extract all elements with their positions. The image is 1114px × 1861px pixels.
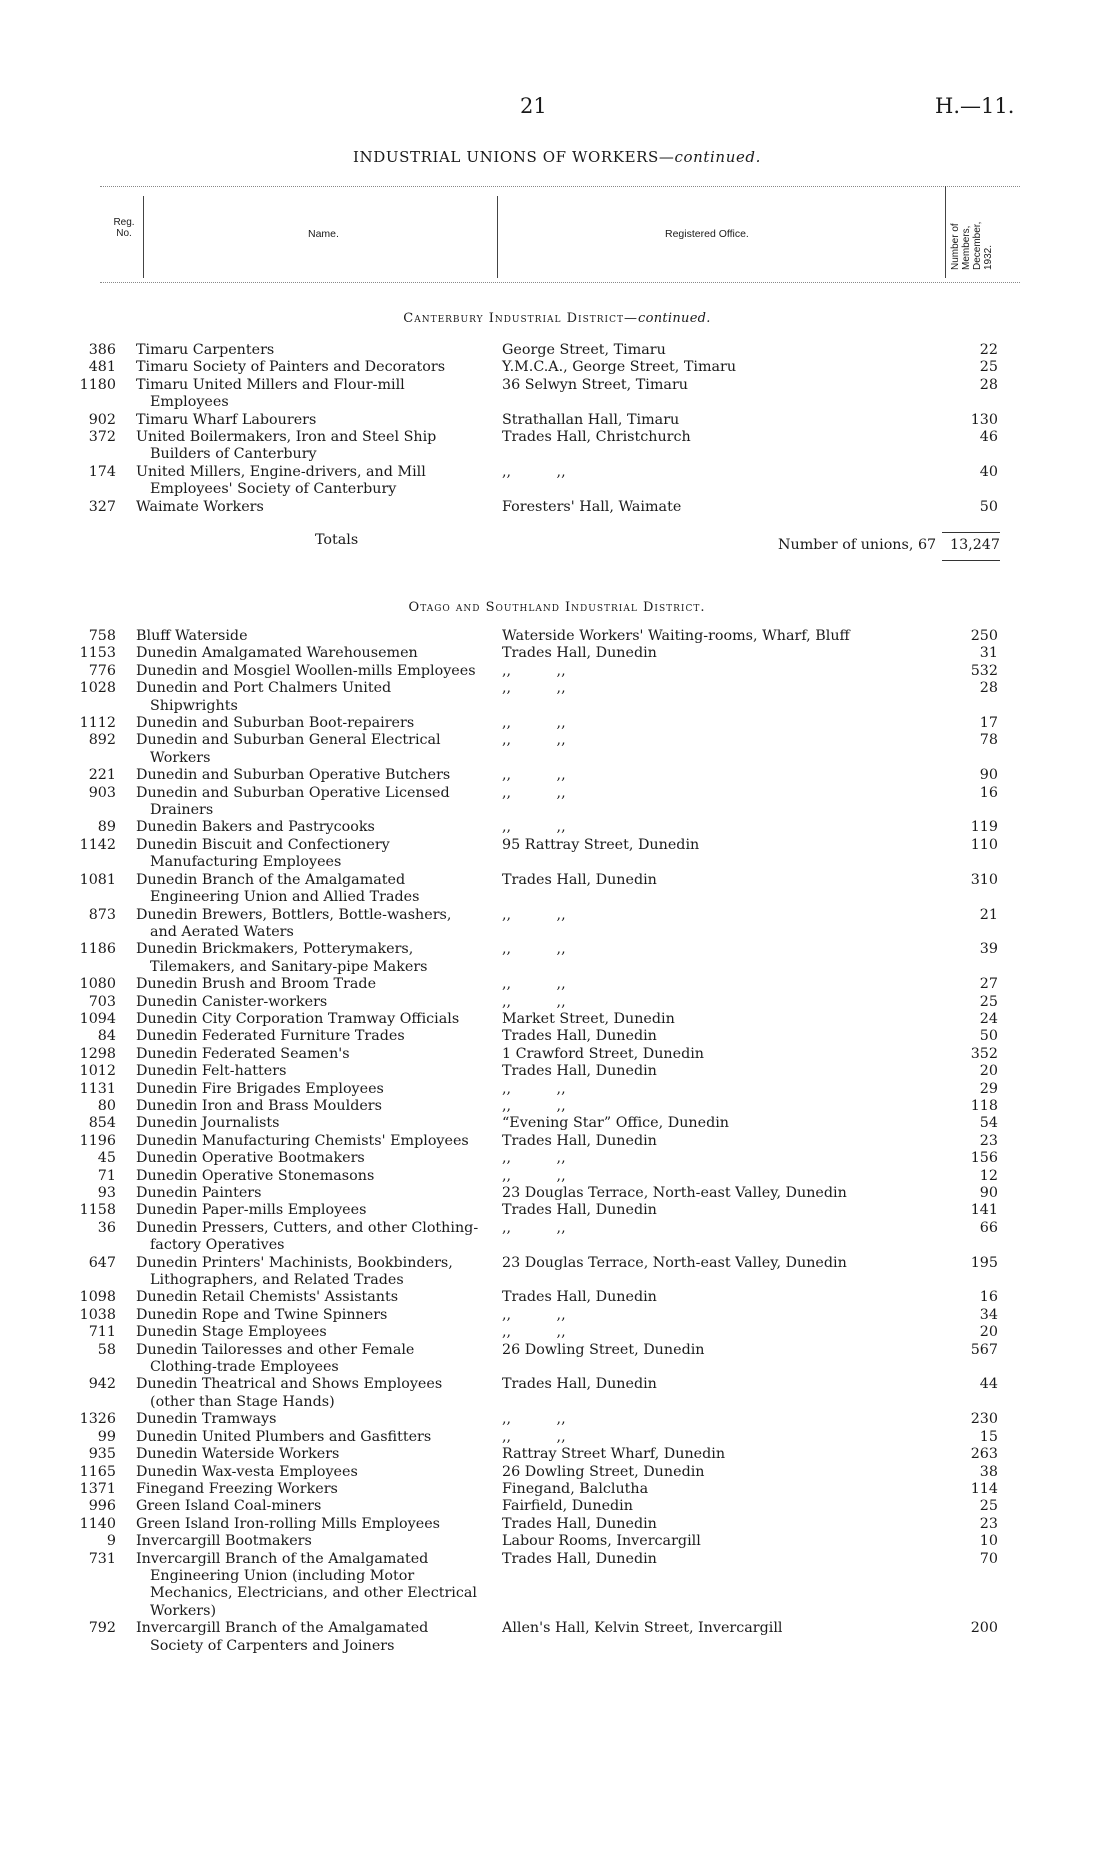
registered-office: Trades Hall, Christchurch [502, 429, 691, 446]
member-count: 21 [979, 906, 998, 923]
member-count: 195 [970, 1254, 998, 1271]
table-row [0, 1620, 1114, 1655]
header-bottom-rule [100, 282, 1020, 283]
registered-office: ,, ,, [502, 1411, 566, 1428]
union-name: Waimate Workers [136, 498, 264, 515]
member-count: 25 [979, 993, 998, 1010]
union-name: Timaru United Millers and Flour-mill Employees [136, 376, 405, 411]
reg-number: 1326 [79, 1411, 116, 1428]
union-name: Dunedin Canister-workers [136, 993, 328, 1010]
registered-office: Foresters' Hall, Waimate [502, 498, 682, 515]
union-name: Dunedin Tramways [136, 1411, 277, 1428]
reg-number: 99 [97, 1428, 116, 1445]
reg-number: 93 [97, 1185, 116, 1201]
union-name: Green Island Iron-rolling Mills Employees [136, 1515, 441, 1532]
reg-number: 1081 [79, 871, 116, 888]
registered-office: ,, ,, [502, 732, 566, 749]
union-name: Dunedin City Corporation Tramway Officials [136, 1010, 460, 1027]
union-name: Dunedin Federated Furniture Trades [136, 1028, 405, 1045]
table-row [0, 785, 1114, 820]
reg-number: 1098 [79, 1289, 116, 1306]
reg-number: 45 [97, 1150, 116, 1167]
registered-office: ,, ,, [502, 941, 566, 958]
table-row [0, 872, 1114, 907]
registered-office: Strathallan Hall, Timaru [502, 411, 680, 428]
member-count: 28 [979, 680, 998, 697]
union-name: Dunedin Painters [136, 1185, 262, 1201]
registered-office: Fairfield, Dunedin [502, 1498, 633, 1515]
reg-number: 903 [88, 784, 116, 801]
table-row [0, 732, 1114, 767]
registered-office: 23 Douglas Terrace, North-east Valley, Dunedin [502, 1254, 847, 1271]
table-row [0, 1185, 1114, 1202]
union-name: Timaru Carpenters [136, 342, 275, 358]
reg-number: 935 [88, 1446, 116, 1463]
member-count: 28 [979, 376, 998, 393]
registered-office: ,, ,, [502, 1219, 566, 1236]
member-count: 119 [970, 819, 998, 836]
union-name: Invercargill Branch of the Amalgamated Society of Carpenters and Joiners [136, 1620, 429, 1654]
union-name: United Boilermakers, Iron and Steel Ship Builders of Canterbury [136, 429, 437, 463]
reg-number: 1131 [79, 1080, 116, 1097]
member-count: 29 [979, 1080, 998, 1097]
reg-number: 71 [97, 1167, 116, 1184]
union-name: Dunedin and Mosgiel Woollen-mills Employees [136, 662, 476, 679]
reg-number: 1112 [79, 715, 116, 732]
union-name: Dunedin United Plumbers and Gasfitters [136, 1428, 432, 1445]
table-row [0, 1255, 1114, 1290]
table-row [0, 429, 1114, 464]
registered-office: ,, ,, [502, 463, 566, 480]
reg-number: 942 [88, 1376, 116, 1393]
union-name: Dunedin Branch of the Amalgamated Engineering Union and Allied Trades [136, 871, 420, 906]
member-count: 70 [979, 1550, 998, 1567]
union-name: Dunedin Tailoresses and other Female Clothing-trade Employees [136, 1341, 415, 1376]
table-row [0, 941, 1114, 976]
union-name: Dunedin and Suburban General Electrical Workers [136, 732, 441, 766]
registered-office: Trades Hall, Dunedin [502, 1063, 657, 1080]
union-name: Dunedin Waterside Workers [136, 1446, 340, 1463]
reg-number: 854 [88, 1115, 116, 1132]
canterbury-title-continued: continued. [637, 311, 711, 326]
union-name: Dunedin and Suburban Operative Butchers [136, 767, 451, 784]
reg-number: 36 [97, 1219, 116, 1236]
table-row [0, 663, 1114, 680]
member-count: 141 [970, 1202, 998, 1219]
table-row [0, 1429, 1114, 1446]
registered-office: ,, ,, [502, 1080, 566, 1097]
registered-office: 36 Selwyn Street, Timaru [502, 376, 688, 393]
header-divider-1 [143, 196, 144, 278]
totals-bottom-rule [942, 560, 1000, 561]
member-count: 22 [979, 342, 998, 358]
union-name: Dunedin Rope and Twine Spinners [136, 1306, 388, 1323]
member-count: 156 [970, 1150, 998, 1167]
union-name: Dunedin Stage Employees [136, 1324, 327, 1341]
reg-number: 996 [88, 1498, 116, 1515]
member-count: 20 [979, 1063, 998, 1080]
document-code: H.—11. [935, 94, 1015, 118]
reg-number: 386 [88, 342, 116, 358]
reg-number: 1158 [79, 1202, 116, 1219]
table-row [0, 499, 1114, 516]
table-row [0, 1202, 1114, 1219]
union-name: Dunedin Theatrical and Shows Employees (other than Stage Hands) [136, 1376, 443, 1410]
table-row [0, 1342, 1114, 1377]
table-row [0, 1063, 1114, 1080]
member-count: 20 [979, 1324, 998, 1341]
member-count: 532 [970, 662, 998, 679]
registered-office: ,, ,, [502, 1324, 566, 1341]
otago-section-title: Otago and Southland Industrial District. [408, 600, 706, 615]
reg-number: 1196 [79, 1132, 116, 1149]
registered-office: 23 Douglas Terrace, North-east Valley, Dunedin [502, 1185, 847, 1201]
union-name: Green Island Coal-miners [136, 1498, 322, 1515]
registered-office: Trades Hall, Dunedin [502, 1132, 657, 1149]
table-row [0, 359, 1114, 376]
canterbury-title-main: Canterbury Industrial District— [403, 311, 638, 326]
member-count: 31 [979, 645, 998, 662]
reg-number: 1142 [79, 836, 116, 853]
column-header-name: Name. [308, 228, 339, 240]
registered-office: ,, ,, [502, 819, 566, 836]
canterbury-section-title [0, 311, 1114, 326]
registered-office: ,, ,, [502, 680, 566, 697]
table-row [0, 1376, 1114, 1411]
registered-office: Finegand, Balclutha [502, 1480, 649, 1497]
column-header-members-line1: Number of [950, 223, 961, 270]
otago-table [0, 628, 1114, 1655]
table-row [0, 1498, 1114, 1515]
registered-office: ,, ,, [502, 1306, 566, 1323]
table-row [0, 1307, 1114, 1324]
table-row [0, 1533, 1114, 1550]
table-row [0, 680, 1114, 715]
registered-office: 26 Dowling Street, Dunedin [502, 1341, 705, 1358]
table-row [0, 464, 1114, 499]
table-row [0, 1516, 1114, 1533]
member-count: 310 [970, 871, 998, 888]
table-row [0, 1046, 1114, 1063]
page-title [0, 148, 1114, 166]
union-name: Dunedin Retail Chemists' Assistants [136, 1289, 399, 1306]
canterbury-table [0, 342, 1114, 516]
member-count: 90 [979, 1185, 998, 1201]
union-name: Bluff Waterside [136, 628, 248, 644]
union-name: Dunedin Printers' Machinists, Bookbinders, Lithographers, and Related Trades [136, 1254, 453, 1289]
registered-office: Rattray Street Wharf, Dunedin [502, 1446, 726, 1463]
reg-number: 1140 [79, 1515, 116, 1532]
column-header-members-line2: Members, [961, 225, 972, 270]
registered-office: ,, ,, [502, 1150, 566, 1167]
union-name: Dunedin Brewers, Bottlers, Bottle-washers, and Aerated Waters [136, 906, 452, 940]
union-name: Dunedin Fire Brigades Employees [136, 1080, 384, 1097]
union-name: Dunedin Manufacturing Chemists' Employees [136, 1132, 469, 1149]
registered-office: Y.M.C.A., George Street, Timaru [502, 359, 737, 376]
registered-office: Trades Hall, Dunedin [502, 1376, 657, 1393]
registered-office: Trades Hall, Dunedin [502, 1289, 657, 1306]
reg-number: 703 [88, 993, 116, 1010]
totals-members: 13,247 [949, 537, 1000, 553]
reg-number: 1028 [79, 680, 116, 697]
member-count: 24 [979, 1010, 998, 1027]
union-name: Invercargill Bootmakers [136, 1533, 312, 1550]
member-count: 230 [970, 1411, 998, 1428]
reg-number: 481 [88, 359, 116, 376]
reg-number: 647 [88, 1254, 116, 1271]
title-continued: continued. [674, 148, 762, 166]
union-name: Dunedin Brickmakers, Potterymakers, Tilemakers, and Sanitary-pipe Makers [136, 941, 428, 975]
registered-office: ,, ,, [502, 993, 566, 1010]
registered-office: 95 Rattray Street, Dunedin [502, 836, 700, 853]
table-row [0, 628, 1114, 645]
reg-number: 902 [88, 411, 116, 428]
member-count: 46 [979, 429, 998, 446]
registered-office: Labour Rooms, Invercargill [502, 1533, 701, 1550]
header-top-rule [100, 186, 1020, 187]
registered-office: ,, ,, [502, 1167, 566, 1184]
member-count: 110 [970, 836, 998, 853]
totals-label: Totals [315, 532, 359, 548]
member-count: 23 [979, 1515, 998, 1532]
registered-office: George Street, Timaru [502, 342, 666, 358]
registered-office: Trades Hall, Dunedin [502, 871, 657, 888]
table-row [0, 1220, 1114, 1255]
reg-number: 80 [97, 1097, 116, 1114]
title-main: INDUSTRIAL UNIONS OF WORKERS— [352, 148, 675, 166]
member-count: 50 [979, 1028, 998, 1045]
union-name: Dunedin Iron and Brass Moulders [136, 1097, 382, 1114]
reg-number: 1165 [79, 1463, 116, 1480]
column-header-members-line3: December, [972, 221, 983, 270]
reg-number: 711 [88, 1324, 116, 1341]
table-row [0, 1411, 1114, 1428]
header-divider-3 [945, 186, 946, 278]
member-count: 78 [979, 732, 998, 749]
member-count: 50 [979, 498, 998, 515]
table-row [0, 1481, 1114, 1498]
reg-number: 221 [88, 767, 116, 784]
member-count: 66 [979, 1219, 998, 1236]
table-row [0, 907, 1114, 942]
reg-number: 1186 [79, 941, 116, 958]
registered-office: Waterside Workers' Waiting-rooms, Wharf, Bluff [502, 628, 850, 644]
reg-number: 1298 [79, 1045, 116, 1062]
column-header-office: Registered Office. [665, 228, 749, 240]
table-row [0, 645, 1114, 662]
registered-office: Trades Hall, Dunedin [502, 1202, 657, 1219]
union-name: Dunedin Brush and Broom Trade [136, 976, 377, 993]
union-name: Dunedin and Suburban Boot-repairers [136, 715, 415, 732]
member-count: 10 [979, 1533, 998, 1550]
union-name: Timaru Society of Painters and Decorators [136, 359, 446, 376]
table-row [0, 342, 1114, 359]
member-count: 118 [970, 1097, 998, 1114]
registered-office: ,, ,, [502, 1428, 566, 1445]
member-count: 25 [979, 359, 998, 376]
registered-office: “Evening Star” Office, Dunedin [502, 1115, 729, 1132]
reg-number: 1038 [79, 1306, 116, 1323]
reg-number: 1371 [79, 1480, 116, 1497]
registered-office: ,, ,, [502, 976, 566, 993]
totals-top-rule [942, 532, 1000, 533]
reg-number: 1094 [79, 1010, 116, 1027]
union-name: Timaru Wharf Labourers [136, 411, 317, 428]
registered-office: ,, ,, [502, 1097, 566, 1114]
totals-union-count: Number of unions, 67 [778, 537, 937, 553]
registered-office: 26 Dowling Street, Dunedin [502, 1463, 705, 1480]
member-count: 567 [970, 1341, 998, 1358]
table-row [0, 1081, 1114, 1098]
member-count: 352 [970, 1045, 998, 1062]
union-name: Dunedin Federated Seamen's [136, 1045, 350, 1062]
member-count: 17 [979, 715, 998, 732]
union-name: Invercargill Branch of the Amalgamated Engineering Union (including Motor Mechanics, Electricians, and other Electrical Workers) [136, 1550, 477, 1619]
page-number: 21 [520, 94, 547, 118]
member-count: 23 [979, 1132, 998, 1149]
union-name: Dunedin and Port Chalmers United Shipwrights [136, 680, 392, 714]
registered-office: ,, ,, [502, 906, 566, 923]
table-row [0, 1464, 1114, 1481]
union-name: Dunedin Felt-hatters [136, 1063, 287, 1080]
union-name: Finegand Freezing Workers [136, 1480, 338, 1497]
registered-office: Trades Hall, Dunedin [502, 1550, 657, 1567]
reg-number: 1153 [79, 645, 116, 662]
registered-office: 1 Crawford Street, Dunedin [502, 1045, 705, 1062]
member-count: 38 [979, 1463, 998, 1480]
reg-number: 776 [88, 662, 116, 679]
reg-number: 174 [88, 463, 116, 480]
table-row [0, 1133, 1114, 1150]
table-row [0, 767, 1114, 784]
reg-number: 1080 [79, 976, 116, 993]
column-header-reg-line1: Reg. [113, 217, 135, 228]
member-count: 39 [979, 941, 998, 958]
union-name: United Millers, Engine-drivers, and Mill Employees' Society of Canterbury [136, 463, 426, 498]
union-name: Dunedin Biscuit and Confectionery Manufacturing Employees [136, 836, 390, 871]
member-count: 40 [979, 463, 998, 480]
member-count: 16 [979, 784, 998, 801]
registered-office: Trades Hall, Dunedin [502, 1028, 657, 1045]
column-header-members-line4: 1932. [983, 244, 994, 270]
registered-office: ,, ,, [502, 784, 566, 801]
member-count: 16 [979, 1289, 998, 1306]
table-row [0, 976, 1114, 993]
table-row [0, 837, 1114, 872]
table-row [0, 1551, 1114, 1621]
table-row [0, 1168, 1114, 1185]
member-count: 130 [970, 411, 998, 428]
table-row [0, 1289, 1114, 1306]
registered-office: Trades Hall, Dunedin [502, 645, 657, 662]
registered-office: Trades Hall, Dunedin [502, 1515, 657, 1532]
header-divider-2 [497, 196, 498, 278]
reg-number: 892 [88, 732, 116, 749]
reg-number: 731 [88, 1550, 116, 1567]
table-row [0, 1098, 1114, 1115]
union-name: Dunedin and Suburban Operative Licensed Drainers [136, 784, 450, 819]
table-row [0, 377, 1114, 412]
member-count: 263 [970, 1446, 998, 1463]
member-count: 27 [979, 976, 998, 993]
table-row [0, 1150, 1114, 1167]
union-name: Dunedin Paper-mills Employees [136, 1202, 367, 1219]
member-count: 25 [979, 1498, 998, 1515]
reg-number: 873 [88, 906, 116, 923]
union-name: Dunedin Pressers, Cutters, and other Clothing-factory Operatives [136, 1219, 479, 1254]
reg-number: 1012 [79, 1063, 116, 1080]
table-row [0, 412, 1114, 429]
reg-number: 58 [97, 1341, 116, 1358]
column-header-reg [105, 217, 143, 239]
registered-office: Allen's Hall, Kelvin Street, Invercargill [502, 1620, 783, 1637]
table-row [0, 1011, 1114, 1028]
member-count: 250 [970, 628, 998, 644]
member-count: 12 [979, 1167, 998, 1184]
reg-number: 9 [106, 1533, 116, 1550]
member-count: 200 [970, 1620, 998, 1637]
column-header-members [950, 180, 994, 270]
union-name: Dunedin Wax-vesta Employees [136, 1463, 358, 1480]
table-row [0, 819, 1114, 836]
union-name: Dunedin Operative Bootmakers [136, 1150, 365, 1167]
registered-office: Market Street, Dunedin [502, 1010, 675, 1027]
member-count: 44 [979, 1376, 998, 1393]
union-name: Dunedin Bakers and Pastrycooks [136, 819, 375, 836]
union-name: Dunedin Amalgamated Warehousemen [136, 645, 418, 662]
reg-number: 758 [88, 628, 116, 644]
reg-number: 372 [88, 429, 116, 446]
union-name: Dunedin Journalists [136, 1115, 280, 1132]
reg-number: 89 [97, 819, 116, 836]
registered-office: ,, ,, [502, 662, 566, 679]
column-header-reg-line2: No. [116, 228, 132, 239]
registered-office: ,, ,, [502, 715, 566, 732]
table-row [0, 1028, 1114, 1045]
member-count: 114 [970, 1480, 998, 1497]
reg-number: 792 [88, 1620, 116, 1637]
table-row [0, 1115, 1114, 1132]
reg-number: 84 [97, 1028, 116, 1045]
member-count: 90 [979, 767, 998, 784]
table-row [0, 994, 1114, 1011]
member-count: 15 [979, 1428, 998, 1445]
reg-number: 327 [88, 498, 116, 515]
reg-number: 1180 [79, 376, 116, 393]
union-name: Dunedin Operative Stonemasons [136, 1167, 375, 1184]
table-row [0, 1324, 1114, 1341]
table-row [0, 1446, 1114, 1463]
table-row [0, 715, 1114, 732]
member-count: 34 [979, 1306, 998, 1323]
member-count: 54 [979, 1115, 998, 1132]
registered-office: ,, ,, [502, 767, 566, 784]
